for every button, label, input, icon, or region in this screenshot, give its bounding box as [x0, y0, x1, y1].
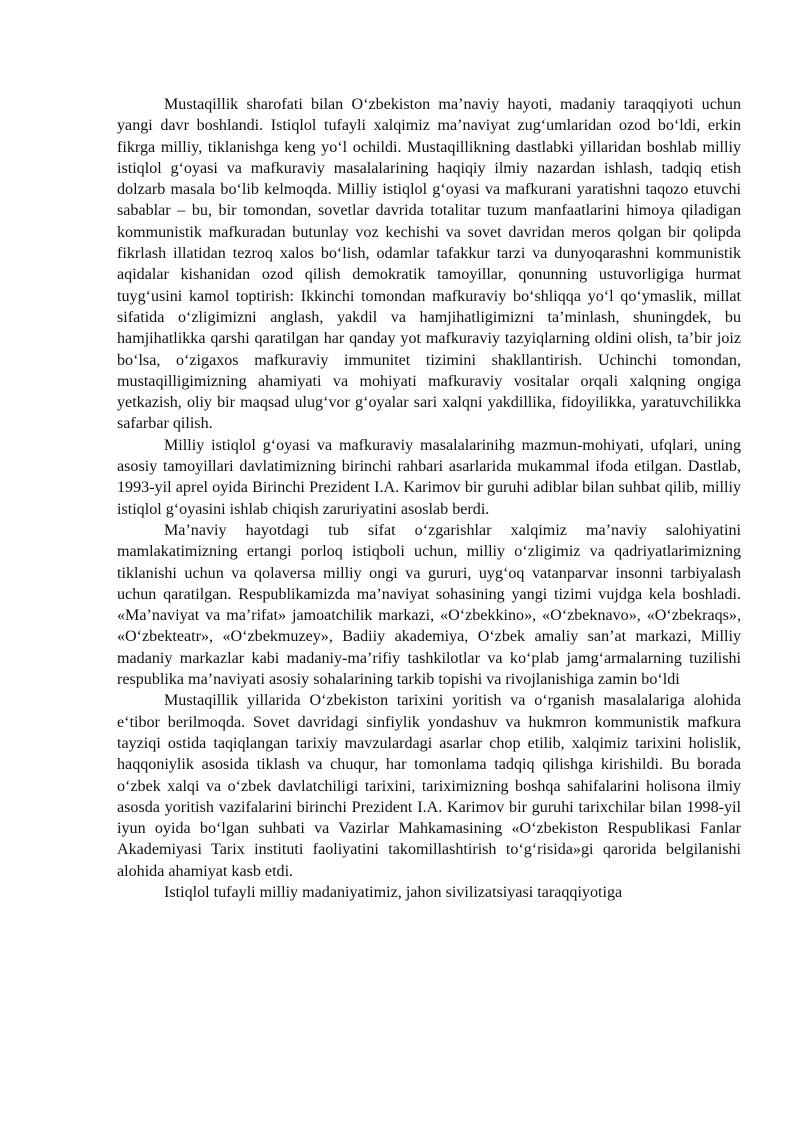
paragraph-4: Mustaqillik yillarida O‘zbekiston tarixini yoritish va o‘rganish masalalariga alohida e‘tibor berilmoqda. Sovet davridagi sinfiylik yondashuv va hukmron kommunistik mafkura tayziqi ostida taqiqlangan tarixiy mavzulardagi asarlar chop etilib, xalqimiz tarixini holislik, haqqoniylik asosida tiklash va chuqur, har tomonlama tadqiq qilishga kirishildi. Bu borada o‘zbek xalqi va o‘zbek davlatchiligi tarixini, tariximizning boshqa sahifalarini holisona ilmiy asosda yoritish vazifalarini birinchi Prezident I.A. Karimov bir guruhi tarixchilar bilan 1998-yil iyun oyida bo‘lgan suhbati va Vazirlar Mahkamasining «O‘zbekiston Respublikasi Fanlar Akademiyasi Tarix instituti faoliyatini takomillashtirish to‘g‘risida»gi qarorida belgilanishi alohida ahamiyat kasb etdi.: [117, 692, 741, 880]
paragraph-3: Ma’naviy hayotdagi tub sifat o‘zgarishlar xalqimiz ma’naviy salohiyatini mamlakatimizning ertangi porloq istiqboli uchun, milliy o‘zligimiz va qadriyatlarimizning tiklanishi uchun va qolaversa milliy ongi va gururi, uyg‘oq vatanparvar insonni tarbiyalash uchun qaratilgan. Respublikamizda ma’naviyat sohasining yangi tizimi vujdga kela boshladi. «Ma’naviyat va ma’rifat» jamoatchilik markazi, «O‘zbekkino», «O‘zbeknavo», «O‘zbekraqs», «O‘zbekteatr», «O‘zbekmuzey», Badiiy akademiya, O‘zbek amaliy san’at markazi, Milliy madaniy markazlar kabi madaniy-ma’rifiy tashkilotlar va ko‘plab jamg‘armalarning tuzilishi respublika ma’naviyati asosiy sohalarining tarkib topishi va rivojlanishiga zamin bo‘ldi: [117, 521, 741, 689]
paragraph-5: Istiqlol tufayli milliy madaniyatimiz, jahon sivilizatsiyasi taraqqiyotiga: [164, 883, 623, 901]
paragraph-2: Milliy istiqlol g‘oyasi va mafkuraviy masalalarinihg mazmun-mohiyati, ufqlari, uning asosiy tamoyillari davlatimizning birinchi rahbari asarlarida mukammal ifoda etilgan. Dastlab, 1993-yil aprel oyida Birinchi Prezident I.A. Karimov bir guruhi adiblar bilan suhbat qilib, milliy istiqlol g‘oyasini ishlab chiqish zaruriyatini asoslab berdi.: [117, 436, 741, 518]
document-body: [117, 94, 741, 903]
paragraph-1: Mustaqillik sharofati bilan O‘zbekiston ma’naviy hayoti, madaniy taraqqiyoti uchun yangi davr boshlandi. Istiqlol tufayli xalqimiz ma’naviyat zug‘umlaridan ozod bo‘ldi, erkin fikrga milliy, tiklanishga keng yo‘l ochildi. Mustaqillikning dastlabki yillaridan boshlab milliy istiqlol g‘oyasi va mafkuraviy masalalarining haqiqiy ilmiy nazardan ishlash, tadqiq etish dolzarb masala bo‘lib kelmoqda. Milliy istiqlol g‘oyasi va mafkurani yaratishni taqozo etuvchi sabablar – bu, bir tomondan, sovetlar davrida totalitar tuzum manfaatlarini himoya qiladigan kommunistik mafkuradan butunlay voz kechishi va sovet davridan meros qolgan bir qolipda fikrlash illatidan tezroq xalos bo‘lish, odamlar tafakkur tarzi va dunyoqarashni kommunistik aqidalar kishanidan ozod qilish demokratik tamoyillar, qonunning ustuvorligiga hurmat tuyg‘usini kamol toptirish: Ikkinchi tomondan mafkuraviy bo‘shliqqa yo‘l qo‘ymaslik, millat sifatida o‘zligimizni anglash, yakdil va hamjihatligimizni ta’minlash, shuningdek, bu hamjihatlikka qarshi qaratilgan har qanday yot mafkuraviy tazyiqlarning oldini olish, ta’bir joiz bo‘lsa, o‘zigaxos mafkuraviy immunitet tizimini shakllantirish. Uchinchi tomondan, mustaqilligimizning ahamiyati va mohiyati mafkuraviy vositalar orqali xalqning ongiga yetkazish, oliy bir maqsad ulug‘vor g‘oyalar sari xalqni yakdillika, fidoyilikka, yaratuvchilikka safarbar qilish.: [117, 96, 741, 433]
